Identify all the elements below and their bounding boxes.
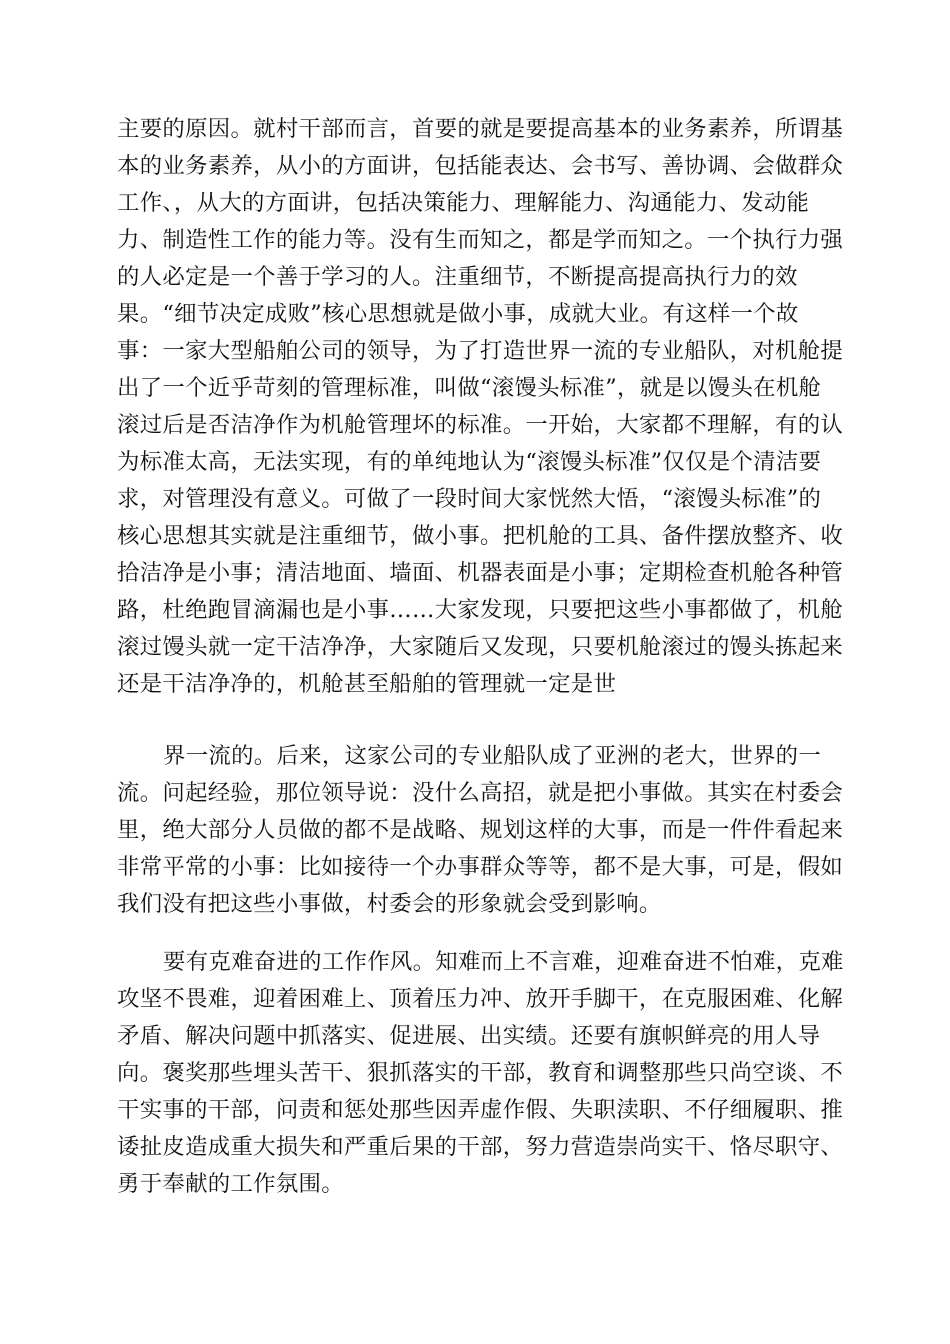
text-line: 向。褒奖那些埋头苦干、狠抓落实的干部，教育和调整那些只尚空谈、不: [117, 1060, 844, 1086]
text-line: 力、制造性工作的能力等。没有生而知之，都是学而知之。一个执行力强: [117, 227, 844, 253]
text-line: 还是干洁净净的，机舱甚至船舶的管理就一定是世: [117, 671, 617, 697]
text-line: 攻坚不畏难，迎着困难上、顶着压力冲、放开手脚干，在克服困难、化解: [117, 986, 844, 1012]
text-line: 为标准太高，无法实现，有的单纯地认为“滚馒头标准”仅仅是个清洁要: [117, 449, 822, 475]
text-line: 界一流的。后来，这家公司的专业船队成了亚洲的老大，世界的一: [163, 743, 822, 769]
text-line: 干实事的干部，问责和惩处那些因弄虚作假、失职渎职、不仔细履职、推: [117, 1097, 844, 1123]
paragraph-work-style: [117, 944, 844, 1203]
text-line: 里，绝大部分人员做的都不是战略、规划这样的大事，而是一件件看起来: [117, 817, 844, 843]
text-line: 我们没有把这些小事做，村委会的形象就会受到影响。: [117, 891, 662, 917]
paragraph-world-class-fleet: [117, 738, 844, 923]
text-line: 流。问起经验，那位领导说：没什么高招，就是把小事做。其实在村委会: [117, 780, 844, 806]
text-line: 拾洁净是小事；清洁地面、墙面、机器表面是小事；定期检查机舱各种管: [117, 560, 844, 586]
paragraph-execution-details: [117, 111, 844, 703]
text-line: 工作、，从大的方面讲，包括决策能力、理解能力、沟通能力、发动能: [117, 190, 810, 216]
text-line: 本的业务素养，从小的方面讲，包括能表达、会书写、善协调、会做群众: [117, 153, 844, 179]
text-line: 矛盾、解决问题中抓落实、促进展、出实绩。还要有旗帜鲜亮的用人导: [117, 1023, 821, 1049]
text-line: 的人必定是一个善于学习的人。注重细节，不断提高提高执行力的效: [117, 264, 798, 290]
text-line: 滚过后是否洁净作为机舱管理坏的标准。一开始，大家都不理解，有的认: [117, 412, 844, 438]
text-line: 事：一家大型船舶公司的领导，为了打造世界一流的专业船队，对机舱提: [117, 338, 844, 364]
text-line: 求，对管理没有意义。可做了一段时间大家恍然大悟，“滚馒头标准”的: [117, 486, 822, 512]
text-line: 核心思想其实就是注重细节，做小事。把机舱的工具、备件摆放整齐、收: [117, 523, 844, 549]
text-line: 非常平常的小事：比如接待一个办事群众等等，都不是大事，可是，假如: [117, 854, 844, 880]
text-line: 出了一个近乎苛刻的管理标准，叫做“滚馒头标准”，就是以馒头在机舱: [117, 375, 822, 401]
text-line: 滚过馒头就一定干洁净净，大家随后又发现，只要机舱滚过的馒头拣起来: [117, 634, 844, 660]
text-line: 主要的原因。就村干部而言，首要的就是要提高基本的业务素养，所谓基: [117, 116, 844, 142]
text-line: 路，杜绝跑冒滴漏也是小事……大家发现，只要把这些小事都做了，机舱: [117, 597, 844, 623]
text-line: 勇于奉献的工作氛围。: [117, 1171, 344, 1197]
text-line: 诿扯皮造成重大损失和严重后果的干部，努力营造崇尚实干、恪尽职守、: [117, 1134, 844, 1160]
text-line: 果。“细节决定成败”核心思想就是做小事，成就大业。有这样一个故: [117, 301, 799, 327]
text-line: 要有克难奋进的工作作风。知难而上不言难，迎难奋进不怕难，克难: [163, 949, 844, 975]
